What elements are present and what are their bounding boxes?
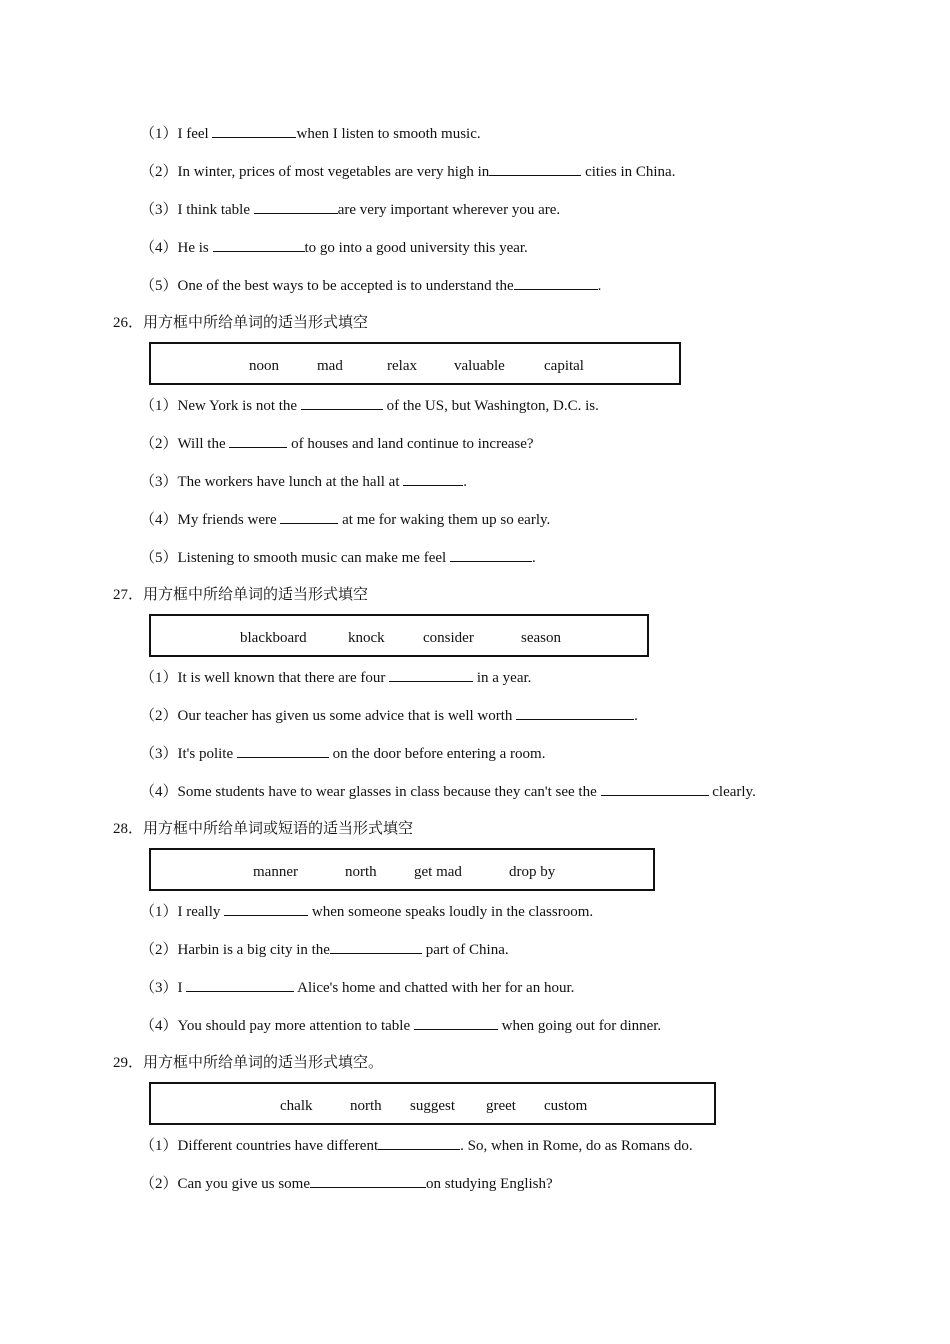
s27-item-1 [140,667,531,688]
s26-item-3 [140,471,467,492]
s26-item-5-before: （5）Listening to smooth music can make me feel [140,550,450,566]
s27-item-3 [140,743,545,764]
s25-item-1 [140,123,481,144]
s25-item-4-after: to go into a good university this year. [304,240,528,256]
s29-word-box [149,1082,716,1125]
s26-word: capital [544,358,584,374]
s26-item-4-after: at me for waking them up so early. [338,512,551,528]
s26-item-3-after: . [463,474,467,490]
s25-item-2 [140,161,675,182]
s26-word-box [149,342,681,385]
s28-word: manner [253,864,298,880]
s29-title: 29．用方框中所给单词的适当形式填空。 [113,1055,384,1071]
s25-item-5-after: . [597,278,602,294]
s27-item-4-after: clearly. [708,784,756,800]
answer-blank[interactable] [330,939,422,954]
answer-blank[interactable] [229,433,287,448]
s26-item-2 [140,433,534,454]
s29-item-1 [140,1135,693,1156]
s25-item-2-before: （2）In winter, prices of most vegetables are very high in [140,164,490,180]
s25-item-1-before: （1）I feel [140,126,213,142]
answer-blank[interactable] [389,667,473,682]
s28-item-2-before: （2）Harbin is a big city in the [140,942,330,958]
s29-word: chalk [280,1098,313,1114]
answer-blank[interactable] [403,471,463,486]
s25-item-2-after: cities in China. [581,164,676,180]
answer-blank[interactable] [280,509,338,524]
s28-item-1-before: （1）I really [140,904,225,920]
s28-item-4-before: （4）You should pay more attention to table [140,1018,414,1034]
s27-item-1-after: in a year. [473,670,532,686]
answer-blank[interactable] [213,237,305,252]
answer-blank[interactable] [414,1015,498,1030]
s29-word: suggest [410,1098,455,1114]
s26-item-5 [140,547,536,568]
s26-item-1-after: of the US, but Washington, D.C. is. [382,398,599,414]
s28-item-3 [140,977,574,998]
s27-item-1-before: （1）It is well known that there are four [140,670,390,686]
s29-word: north [350,1098,382,1114]
s28-word: get mad [414,864,462,880]
s29-item-1-after: . So, when in Rome, do as Romans do. [460,1138,693,1154]
s28-item-2-after: part of China. [421,942,509,958]
s26-word: relax [387,358,417,374]
s26-item-3-before: （3）The workers have lunch at the hall at [140,474,404,490]
s25-item-4 [140,237,528,258]
answer-blank[interactable] [514,275,598,290]
s26-word: mad [317,358,343,374]
s27-word: consider [423,630,474,646]
s27-word: blackboard [240,630,307,646]
s29-item-2 [140,1173,553,1194]
answer-blank[interactable] [186,977,294,992]
s28-word: north [345,864,377,880]
s28-title: 28．用方框中所给单词或短语的适当形式填空 [113,821,414,837]
s26-item-1-before: （1）New York is not the [140,398,301,414]
s27-item-2 [140,705,638,726]
s28-item-3-after: Alice's home and chatted with her for an hour. [294,980,575,996]
s29-item-1-before: （1）Different countries have different [140,1138,379,1154]
s26-item-2-after: of houses and land continue to increase? [287,436,534,452]
s26-item-4-before: （4）My friends were [140,512,281,528]
s28-item-2 [140,939,509,960]
s27-item-3-after: on the door before entering a room. [328,746,546,762]
s28-item-4 [140,1015,661,1036]
answer-blank[interactable] [516,705,634,720]
s29-item-2-before: （2）Can you give us some [140,1176,310,1192]
s27-word: season [521,630,561,646]
s27-word-box [149,614,649,657]
s25-item-3-after: are very important wherever you are. [337,202,561,218]
s26-word: noon [249,358,279,374]
answer-blank[interactable] [237,743,329,758]
s26-item-1 [140,395,599,416]
s29-item-2-after: on studying English? [426,1176,553,1192]
s25-item-1-after: when I listen to smooth music. [296,126,481,142]
answer-blank[interactable] [212,123,296,138]
s28-word: drop by [509,864,556,880]
answer-blank[interactable] [310,1173,426,1188]
answer-blank[interactable] [489,161,581,176]
s28-item-1-after: when someone speaks loudly in the classroom. [308,904,594,920]
s27-item-3-before: （3）It's polite [140,746,237,762]
s25-item-4-before: （4）He is [140,240,213,256]
s25-item-3-before: （3）I think table [140,202,254,218]
answer-blank[interactable] [601,781,709,796]
s26-item-4 [140,509,550,530]
s27-item-2-before: （2）Our teacher has given us some advice that is well worth [140,708,517,724]
s25-item-5 [140,275,601,296]
s28-item-4-after: when going out for dinner. [497,1018,662,1034]
s29-word: greet [486,1098,516,1114]
s26-title: 26．用方框中所给单词的适当形式填空 [113,315,369,331]
s27-item-2-after: . [634,708,638,724]
answer-blank[interactable] [254,199,338,214]
s28-word-box [149,848,655,891]
s29-word: custom [544,1098,588,1114]
s27-word: knock [348,630,385,646]
answer-blank[interactable] [301,395,383,410]
s26-item-5-after: . [531,550,536,566]
answer-blank[interactable] [450,547,532,562]
s27-item-4 [140,781,756,802]
s27-title: 27．用方框中所给单词的适当形式填空 [113,587,369,603]
s26-word: valuable [454,358,505,374]
s28-item-1 [140,901,593,922]
s26-item-2-before: （2）Will the [140,436,230,452]
answer-blank[interactable] [224,901,308,916]
answer-blank[interactable] [378,1135,460,1150]
s28-item-3-before: （3）I [140,980,187,996]
s27-item-4-before: （4）Some students have to wear glasses in class because they can't see the [140,784,601,800]
s25-item-5-before: （5）One of the best ways to be accepted is to understand the [140,278,514,294]
s25-item-3 [140,199,560,220]
